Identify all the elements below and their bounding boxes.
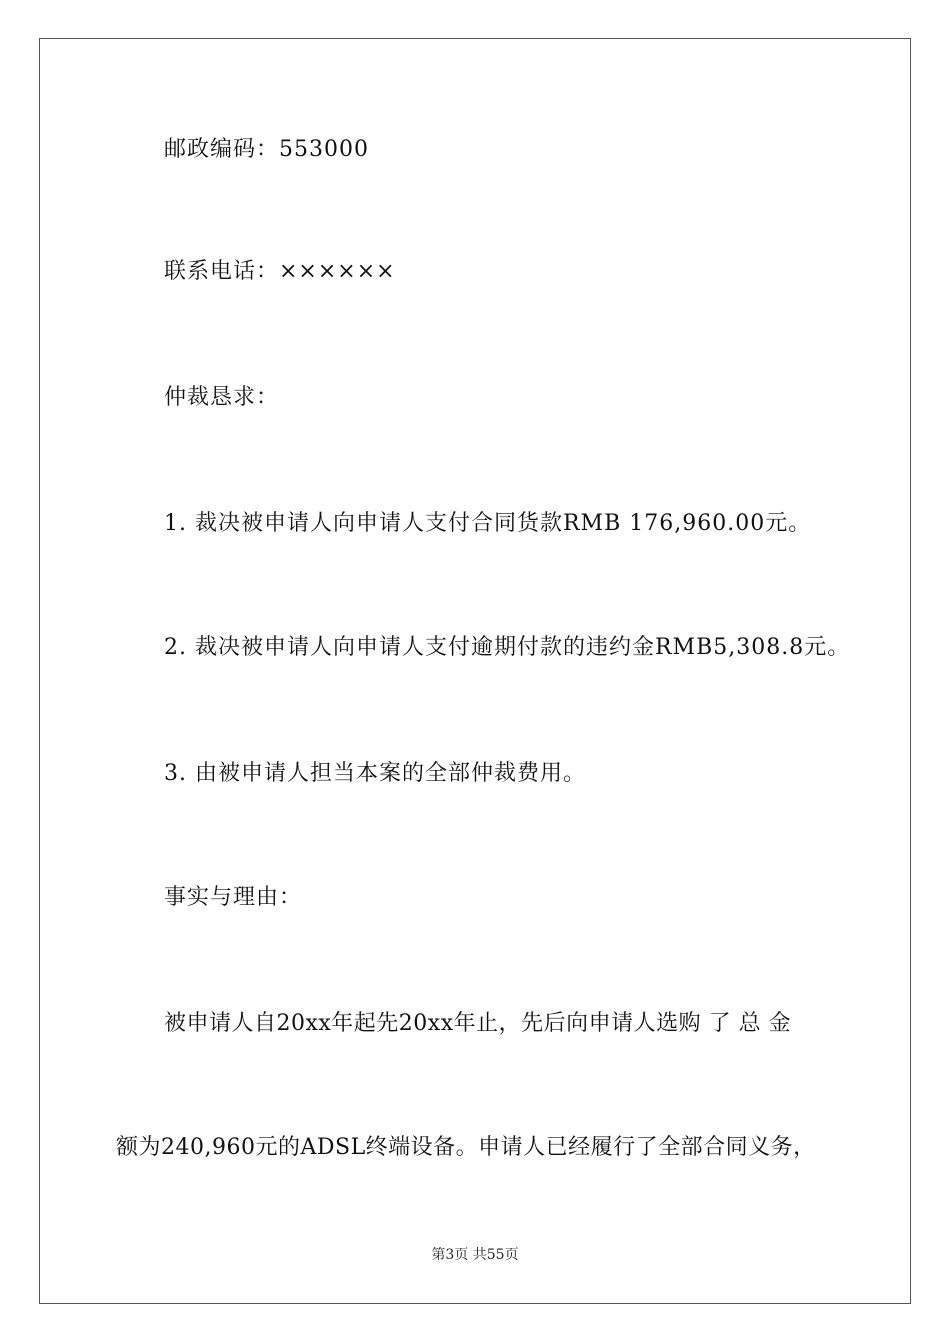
request-item-1: 1. 裁决被申请人向申请人支付合同货款RMB 176,960.00元。	[164, 511, 812, 536]
request-item-2: 2. 裁决被申请人向申请人支付逾期付款的违约金RMB5,308.8元。	[164, 635, 851, 660]
arbitration-request-heading: 仲裁恳求：	[164, 385, 280, 410]
page-number-footer: 第3页 共55页	[431, 1247, 519, 1263]
postal-code-line: 邮政编码：553000	[164, 137, 369, 162]
page-border	[39, 38, 911, 1304]
phone-line: 联系电话：××××××	[164, 259, 396, 284]
facts-reasons-heading: 事实与理由：	[164, 885, 303, 910]
request-item-3: 3. 由被申请人担当本案的全部仲裁费用。	[164, 761, 586, 786]
facts-paragraph-line-2: 额为240,960元的ADSL终端设备。申请人已经履行了全部合同义务，	[116, 1135, 816, 1160]
facts-paragraph-line-1: 被申请人自20xx年起先20xx年止，先后向申请人选购 了 总 金	[164, 1011, 792, 1036]
